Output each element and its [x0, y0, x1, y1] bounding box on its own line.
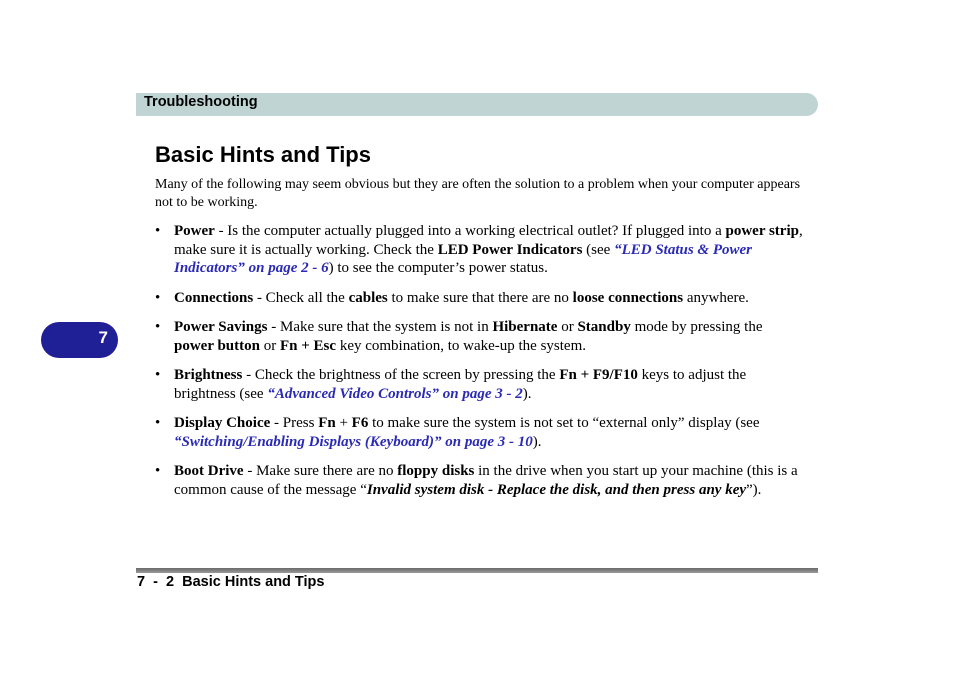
tip-text: ”). — [746, 481, 762, 498]
tip-text: in the drive when you start up your machine (this is a common cause of the message “ — [174, 463, 798, 498]
tip-bold: loose connections — [572, 289, 684, 306]
tip-text: + — [335, 415, 352, 431]
tip-text: ). — [532, 433, 542, 450]
tip-text: or — [557, 319, 578, 335]
tip-bold: Hibernate — [492, 319, 558, 335]
page-title: Basic Hints and Tips — [155, 142, 371, 167]
footer-page-label: 7 - 2 Basic Hints and Tips — [137, 574, 325, 590]
tip-bold: power strip — [725, 223, 799, 239]
tip-text: mode by pressing the — [630, 319, 763, 335]
error-message-text: Invalid system disk - Replace the disk, and then press any key — [366, 481, 747, 498]
chapter-tab — [41, 322, 118, 358]
section-header-bar — [136, 93, 818, 116]
bullet-dot: • — [155, 289, 161, 306]
tip-brightness — [155, 366, 805, 403]
tip-power — [155, 222, 805, 278]
tip-bold: Fn — [318, 415, 336, 431]
tip-text: - Press — [270, 415, 319, 431]
cross-reference-link[interactable]: “LED Status & Power Indicators” on page 2 - 6 — [174, 241, 753, 276]
tip-bold: Standby — [577, 319, 631, 335]
tip-boot-drive — [155, 462, 805, 499]
bullet-dot: • — [155, 223, 161, 239]
tip-term: Power Savings — [174, 319, 268, 335]
tip-text: - Is the computer actually plugged into a working electrical outlet? If plugged into a — [214, 223, 726, 239]
tip-text: keys to adjust the brightness (see — [174, 367, 747, 402]
tip-text: (see — [582, 241, 615, 258]
tip-bold: F6 — [351, 415, 369, 431]
tip-bold: Fn + Esc — [280, 337, 337, 354]
cross-reference-link[interactable]: “Advanced Video Controls” on page 3 - 2 — [267, 385, 523, 402]
tips-list — [155, 222, 805, 510]
tip-text: - Check all the — [253, 289, 349, 306]
cross-reference-link[interactable]: “Switching/Enabling Displays (Keyboard)” on page 3 - 10 — [174, 433, 533, 450]
tip-text: - Make sure there are no — [243, 463, 398, 479]
tip-text: ). — [522, 385, 532, 402]
tip-term: Power — [174, 223, 215, 239]
tip-connections — [155, 289, 805, 308]
tip-text: or — [260, 337, 280, 354]
bullet-dot: • — [155, 319, 161, 335]
section-header-title: Troubleshooting — [144, 94, 258, 110]
tip-text: anywhere. — [683, 289, 749, 306]
tip-bold: Fn + F9/F10 — [559, 367, 638, 383]
tip-term: Boot Drive — [174, 463, 244, 479]
chapter-number: 7 — [98, 328, 108, 347]
tip-text: to make sure the system is not set to “external only” display (see — [368, 415, 760, 431]
bullet-dot: • — [155, 463, 161, 479]
tip-bold: cables — [348, 289, 388, 306]
tip-term: Connections — [174, 289, 254, 306]
tip-bold: power button — [174, 337, 260, 354]
tip-text: key combination, to wake-up the system. — [336, 337, 587, 354]
footer-rule — [136, 568, 818, 573]
tip-term: Brightness — [174, 367, 243, 383]
bullet-dot: • — [155, 415, 161, 431]
tip-text: ) to see the computer’s power status. — [328, 260, 548, 276]
tip-text: - Check the brightness of the screen by pressing the — [242, 367, 560, 383]
tip-bold: floppy disks — [397, 463, 475, 479]
tip-display-choice — [155, 414, 805, 451]
tip-term: Display Choice — [174, 415, 271, 431]
intro-paragraph: Many of the following may seem obvious but they are often the solution to a problem when your computer appears not to be working. — [155, 177, 801, 210]
tip-bold: LED Power Indicators — [437, 241, 583, 258]
bullet-dot: • — [155, 367, 161, 383]
tip-text: , make sure it is actually working. Check the — [174, 223, 803, 258]
tip-text: - Make sure that the system is not in — [267, 319, 493, 335]
tip-power-savings — [155, 318, 805, 355]
tip-text: to make sure that there are no — [387, 289, 573, 306]
